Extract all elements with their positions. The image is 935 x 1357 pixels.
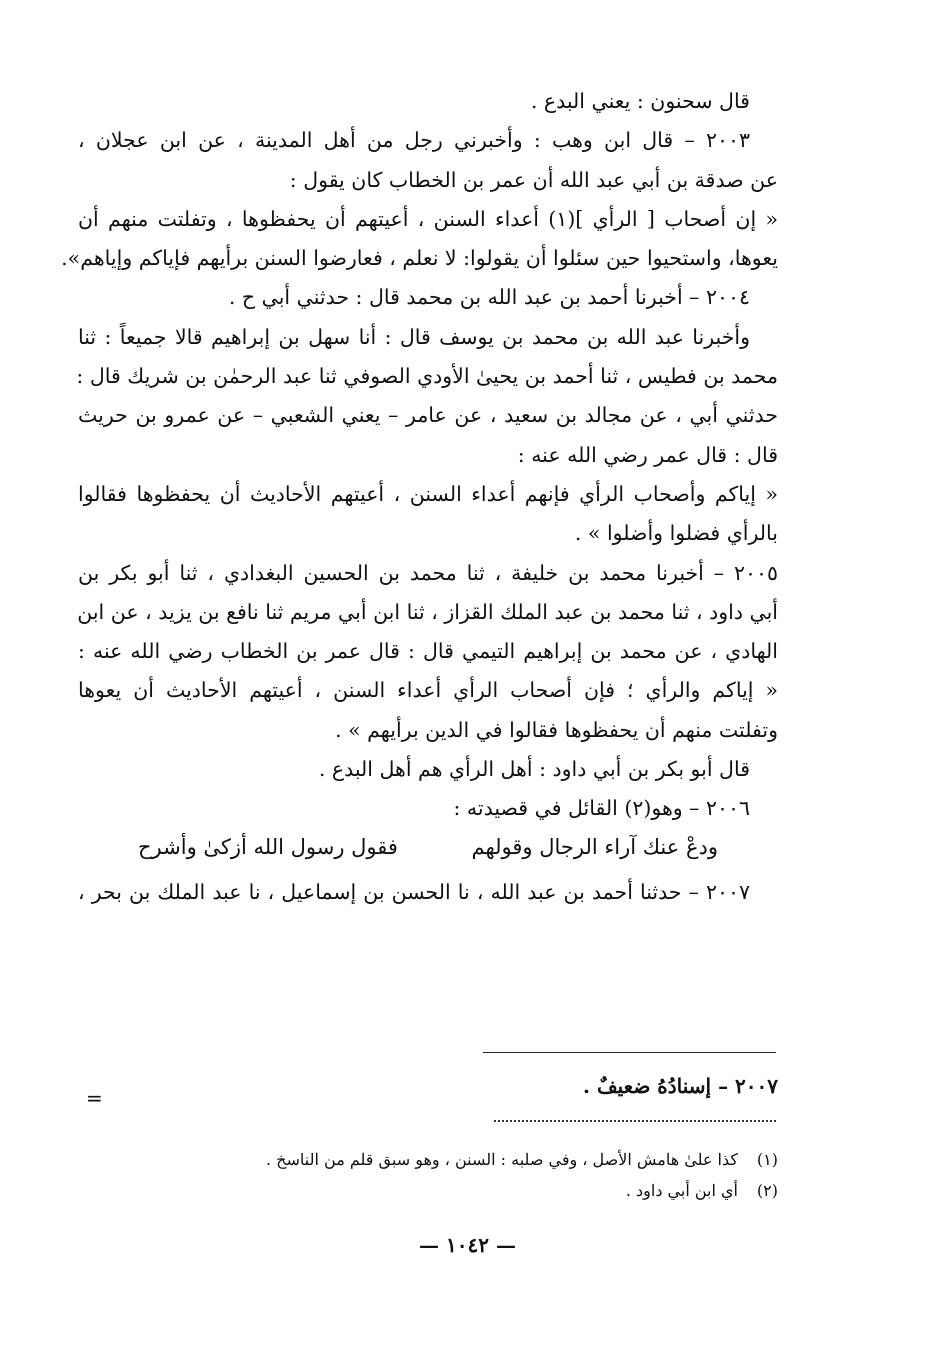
footnote-text: أي ابن أبي داود . — [625, 1181, 738, 1200]
text-line: محمد بن فطيس ، ثنا أحمد بن يحيىٰ الأودي الصوفي ثنا عبد الرحمٰن بن شريك قال : — [76, 364, 778, 389]
footnote-2 — [626, 1181, 778, 1200]
hadith-2007-line: ٢٠٠٧ – حدثنا أحمد بن عبد الله ، نا الحسن بن إسماعيل ، نا عبد الملك بن بحر ، — [78, 879, 750, 904]
text-line: « إياكم والرأي ؛ فإن أصحاب الرأي أعداء السنن ، أعيتهم الأحاديث أن يعوها — [78, 678, 778, 703]
continuation-mark: = — [86, 1086, 103, 1110]
hadith-2004-line: ٢٠٠٤ – أخبرنا أحمد بن عبد الله بن محمد قال : حدثني أبي ح . — [228, 285, 750, 310]
footnote-mark: (٢) — [756, 1181, 778, 1200]
text-line: « إياكم وأصحاب الرأي فإنهم أعداء السنن ، أعيتهم الأحاديث أن يحفظوها فقالوا — [78, 481, 778, 506]
text-line: « إن أصحاب [ الرأي ](١) أعداء السنن ، أعيتهم أن يحفظوها ، وتفلتت منهم أن — [78, 206, 778, 231]
page-number: — ١٠٤٢ — — [419, 1233, 516, 1257]
text-line: قال سحنون : يعني البدع . — [530, 89, 750, 113]
text-line: يعوها، واستحيوا حين سئلوا أن يقولوا: لا نعلم ، فعارضوا السنن برأيهم فإياكم وإياهم». — [61, 246, 778, 271]
footnote-heading: ٢٠٠٧ – إسنادُهُ ضعيفٌ . — [583, 1074, 778, 1098]
text-line: عن صدقة بن أبي عبد الله أن عمر بن الخطاب كان يقول : — [289, 167, 778, 192]
poem-verse — [78, 829, 778, 873]
hadith-2006-line: ٢٠٠٦ – وهو(٢) القائل في قصيدته : — [453, 796, 750, 821]
text-line: وتفلتت منهم أن يحفظوها فقالوا في الدين برأيهم » . — [335, 717, 778, 742]
hadith-2003-line: ٢٠٠٣ – قال ابن وهب : وأخبرني رجل من أهل المدينة ، عن ابن عجلان ، — [78, 128, 750, 153]
main-text — [61, 82, 778, 912]
text-line: وأخبرنا عبد الله بن محمد بن يوسف قال : أنا سهل بن إبراهيم قالا جميعاً : ثنا — [78, 324, 750, 349]
footnote-text: كذا علىٰ هامش الأصل ، وفي صلبه : السنن ، وهو سبق قلم من الناسخ . — [266, 1150, 738, 1169]
footnote-separator — [483, 1052, 776, 1053]
footnote-mark: (١) — [756, 1150, 778, 1169]
text-line: قال أبو بكر بن أبي داود : أهل الرأي هم أهل البدع . — [318, 757, 750, 782]
hadith-2005-line: ٢٠٠٥ – أخبرنا محمد بن خليفة ، ثنا محمد بن الحسين البغدادي ، ثنا أبو بكر بن — [78, 560, 778, 585]
text-line: حدثني أبي ، عن مجالد بن سعيد ، عن عامر – يعني الشعبي – عن عمرو بن حريث — [78, 403, 778, 428]
poem-hemistich-second: فقول رسول الله أزكىٰ وأشرح — [138, 834, 398, 859]
poem-hemistich-first: ودعْ عنك آراء الرجال وقولهم — [471, 834, 718, 859]
text-line: قال : قال عمر رضي الله عنه : — [517, 442, 778, 467]
footnote-1 — [266, 1150, 778, 1169]
text-line: بالرأي فضلوا وأضلوا » . — [574, 521, 778, 546]
dotted-separator — [494, 1120, 776, 1122]
text-line: أبي داود ، ثنا محمد بن عبد الملك القزاز ، ثنا ابن أبي مريم ثنا نافع بن يزيد ، عن ابن — [77, 599, 778, 624]
text-line: الهادي ، عن محمد بن إبراهيم التيمي قال : قال عمر بن الخطاب رضي الله عنه : — [78, 639, 778, 664]
